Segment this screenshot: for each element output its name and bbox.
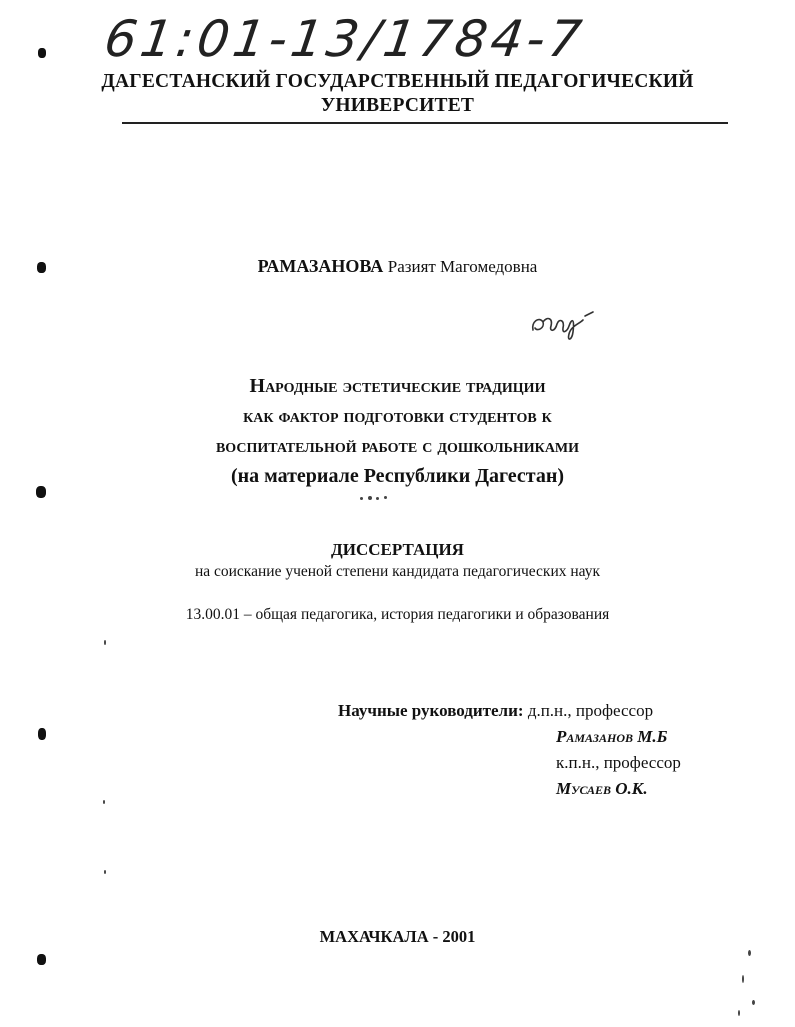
university-header [0, 70, 795, 118]
title-line2: как фактор подготовки студентов к [243, 405, 552, 427]
scan-speck [360, 497, 363, 500]
scan-speck [104, 870, 106, 874]
scan-mark [37, 954, 46, 965]
scan-speck [376, 497, 379, 500]
author-signature [527, 306, 599, 346]
author-surname: РАМАЗАНОВА [257, 256, 384, 276]
author-given-names: Разият Магомедовна [387, 257, 538, 276]
scan-speck [368, 496, 372, 500]
document-type: ДИССЕРТАЦИЯ [331, 540, 464, 559]
scan-speck [742, 975, 744, 983]
supervisor-degree: к.п.н., профессор [556, 753, 681, 772]
supervisors-block [338, 698, 681, 802]
scan-mark [36, 486, 46, 498]
title-line1: Народные эстетические традиции [249, 375, 546, 397]
specialty-code: 13.00.01 – общая педагогика, история педагогики и образования [185, 606, 610, 623]
university-name-line1: ДАГЕСТАНСКИЙ ГОСУДАРСТВЕННЫЙ ПЕДАГОГИЧЕСКИЙ [101, 71, 694, 92]
supervisor-name: Рамазанов М.Б [556, 727, 668, 746]
supervisor-name: Мусаев О.К. [556, 779, 648, 798]
header-divider [122, 122, 728, 124]
scan-speck [752, 1000, 755, 1005]
scan-speck [748, 950, 751, 956]
supervisor-row [338, 698, 681, 724]
scan-speck [384, 496, 387, 499]
scan-mark [38, 728, 46, 740]
city-year: МАХАЧКАЛА - 2001 [319, 927, 476, 946]
title-line4: (на материале Республики Дагестан) [230, 465, 565, 487]
label-colon: : [517, 701, 524, 720]
scan-speck [738, 1010, 740, 1016]
supervisor-name-row [338, 776, 681, 802]
thesis-title [0, 371, 795, 491]
scan-mark [37, 262, 46, 273]
scan-mark [38, 48, 46, 58]
university-name-line2: УНИВЕРСИТЕТ [320, 95, 475, 116]
degree-purpose: на соискание ученой степени кандидата педагогических наук [194, 563, 601, 580]
supervisor-name-row [338, 724, 681, 750]
author-name [0, 256, 795, 277]
supervisors-label: Научные руководители [338, 701, 518, 720]
supervisor-row [338, 750, 681, 776]
scan-speck [103, 800, 105, 804]
archive-code-handwritten: 61:01-13/1784-7 [100, 10, 589, 68]
scan-speck [104, 640, 106, 645]
supervisor-degree: д.п.н., профессор [527, 701, 654, 720]
title-line3: воспитательной работе с дошкольниками [215, 435, 580, 457]
